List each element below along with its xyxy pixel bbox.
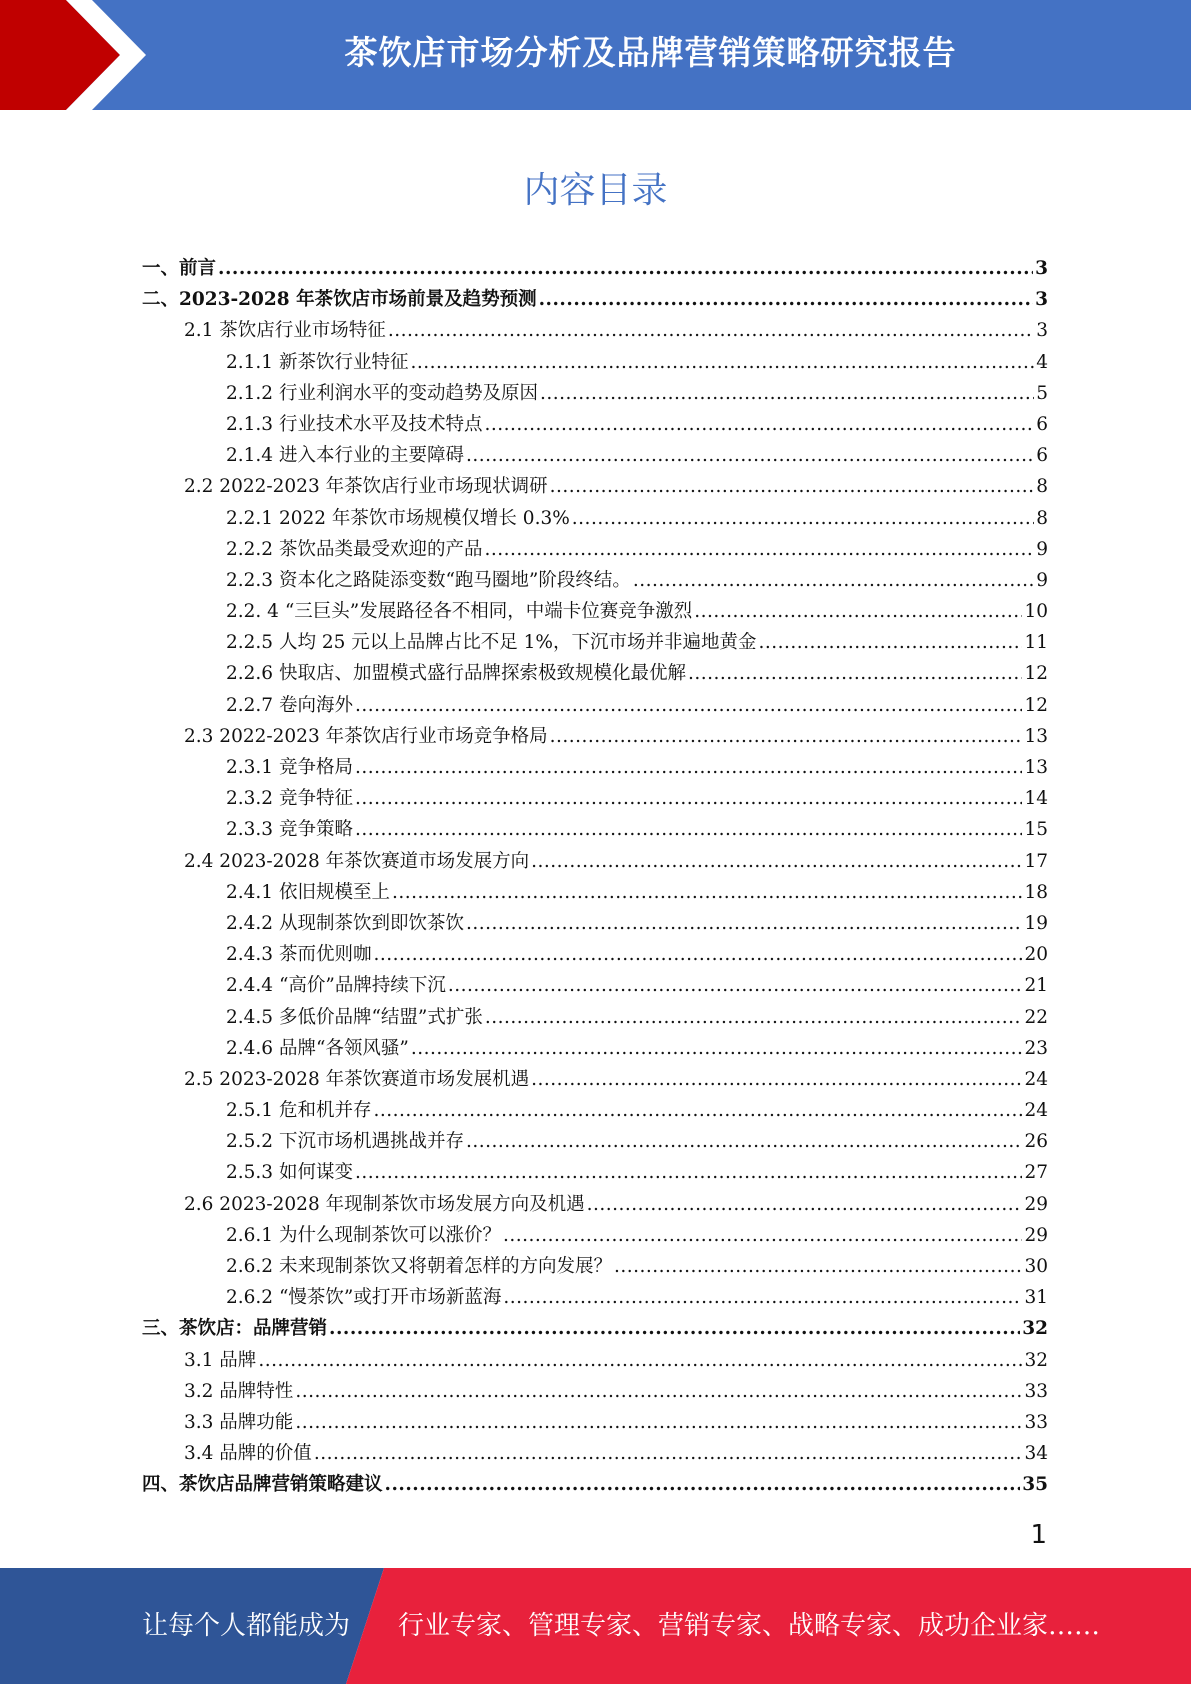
toc-entry[interactable]: [142, 535, 1048, 566]
toc-entry-label: 2.2.1 2022 年茶饮市场规模仅增长 0.3%: [226, 507, 570, 529]
toc-entry-page: 29: [1024, 1193, 1048, 1215]
toc-entry-label: 2.1.3 行业技术水平及技术特点: [226, 413, 483, 435]
toc-dot-leader: [218, 258, 1033, 279]
toc-entry[interactable]: [142, 784, 1048, 815]
toc-entry-label: 2.4.2 从现制茶饮到即饮茶饮: [226, 912, 464, 934]
toc-dot-leader: [484, 414, 1034, 435]
toc-entry[interactable]: [142, 1003, 1048, 1034]
toc-dot-leader: [688, 663, 1022, 684]
toc-entry[interactable]: [142, 847, 1048, 878]
footer-slogan-right: 行业专家、管理专家、营销专家、战略专家、成功企业家……: [398, 1611, 1101, 1641]
table-of-contents: [142, 254, 1048, 1502]
toc-dot-leader: [388, 320, 1034, 341]
toc-dot-leader: [466, 913, 1022, 934]
toc-entry-label: 2.6.2 “慢茶饮”或打开市场新蓝海: [226, 1287, 502, 1309]
toc-dot-leader: [633, 570, 1034, 591]
toc-entry-page: 5: [1036, 382, 1048, 404]
toc-entry-page: 8: [1036, 507, 1048, 529]
toc-entry-page: 13: [1024, 757, 1048, 778]
toc-entry[interactable]: [142, 441, 1048, 472]
toc-entry-page: 9: [1036, 538, 1048, 560]
toc-entry[interactable]: [142, 1439, 1048, 1470]
toc-entry-label: 2.5.3 如何谋变: [226, 1162, 353, 1184]
toc-entry-label: 2.4.1 依旧规模至上: [226, 881, 390, 903]
footer-banner: [0, 1568, 1191, 1684]
toc-entry-page: 35: [1022, 1474, 1048, 1496]
toc-entry-page: 12: [1024, 694, 1048, 716]
toc-entry-label: 2.1 茶饮店行业市场特征: [184, 320, 386, 342]
toc-entry[interactable]: [142, 1190, 1048, 1221]
toc-dot-leader: [503, 1225, 1022, 1246]
toc-entry-page: 6: [1036, 413, 1048, 435]
toc-dot-leader: [484, 539, 1034, 560]
toc-entry-page: 18: [1024, 881, 1048, 903]
toc-dot-leader: [485, 1007, 1023, 1028]
toc-dot-leader: [355, 1162, 1023, 1183]
toc-entry-label: 2.3 2022-2023 年茶饮店行业市场竞争格局: [184, 725, 548, 747]
toc-entry-label: 2.2 2022-2023 年茶饮店行业市场现状调研: [184, 476, 548, 498]
toc-entry[interactable]: [142, 628, 1048, 659]
toc-entry[interactable]: [142, 753, 1048, 784]
toc-entry[interactable]: [142, 659, 1048, 690]
toc-entry-label: 2.3.2 竞争特征: [226, 788, 353, 810]
toc-dot-leader: [550, 476, 1035, 497]
toc-dot-leader: [329, 1318, 1020, 1339]
toc-dot-leader: [539, 289, 1034, 310]
toc-entry-label: 2.6 2023-2028 年现制茶饮市场发展方向及机遇: [184, 1193, 585, 1215]
toc-entry-label: 2.5 2023-2028 年茶饮赛道市场发展机遇: [184, 1068, 530, 1090]
toc-entry[interactable]: [142, 1283, 1048, 1314]
toc-entry-label: 2.2.6 快取店、加盟模式盛行品牌探索极致规模化最优解: [226, 663, 686, 685]
toc-dot-leader: [587, 1194, 1023, 1215]
toc-dot-leader: [531, 851, 1022, 872]
toc-entry[interactable]: [142, 348, 1048, 379]
toc-dot-leader: [385, 1474, 1021, 1495]
toc-entry-page: 10: [1024, 601, 1048, 623]
toc-dot-leader: [295, 1381, 1022, 1402]
toc-entry-page: 15: [1024, 819, 1048, 841]
toc-entry-page: 11: [1024, 632, 1048, 654]
toc-entry-label: 三、茶饮店：品牌营销: [142, 1318, 328, 1340]
toc-entry-label: 2.1.1 新茶饮行业特征: [226, 351, 409, 373]
toc-entry-page: 14: [1024, 788, 1048, 810]
toc-dot-leader: [448, 975, 1023, 996]
toc-dot-leader: [550, 726, 1023, 747]
toc-dot-leader: [355, 788, 1023, 809]
toc-dot-leader: [540, 383, 1034, 404]
toc-entry-label: 3.4 品牌的价值: [184, 1443, 312, 1465]
toc-entry-label: 2.1.2 行业利润水平的变动趋势及原因: [226, 382, 538, 404]
toc-entry-label: 四、茶饮店品牌营销策略建议: [142, 1474, 383, 1496]
toc-entry[interactable]: [142, 1346, 1048, 1377]
toc-entry-page: 19: [1024, 912, 1048, 934]
toc-entry-page: 22: [1024, 1006, 1048, 1028]
toc-entry-label: 3.2 品牌特性: [184, 1380, 294, 1402]
toc-entry-page: 31: [1024, 1287, 1048, 1309]
toc-entry-label: 2.3.1 竞争格局: [226, 757, 353, 778]
toc-entry-label: 2.4.6 品牌“各领风骚”: [226, 1037, 409, 1059]
toc-dot-leader: [694, 601, 1022, 622]
toc-entry[interactable]: [142, 597, 1048, 628]
toc-entry-page: 12: [1024, 663, 1048, 685]
toc-entry-page: 21: [1024, 975, 1048, 997]
toc-entry-page: 34: [1024, 1443, 1048, 1465]
footer-slogan-left: 让每个人都能成为: [142, 1611, 351, 1641]
toc-dot-leader: [392, 882, 1022, 903]
toc-dot-leader: [572, 508, 1034, 529]
toc-entry[interactable]: [142, 1096, 1048, 1127]
toc-entry[interactable]: [142, 815, 1048, 846]
toc-entry-label: 2.2.7 卷向海外: [226, 694, 353, 716]
toc-entry-page: 8: [1036, 476, 1048, 498]
toc-dot-leader: [531, 1069, 1022, 1090]
toc-entry[interactable]: [142, 1377, 1048, 1408]
toc-entry[interactable]: [142, 410, 1048, 441]
header-banner: [0, 0, 1191, 110]
toc-entry-label: 3.3 品牌功能: [184, 1411, 294, 1433]
toc-entry-label: 2.2. 4 “三巨头”发展路径各不相同，中端卡位赛竞争激烈: [226, 601, 693, 623]
toc-entry-label: 2.4 2023-2028 年茶饮赛道市场发展方向: [184, 850, 530, 872]
toc-entry[interactable]: [142, 1065, 1048, 1096]
toc-entry[interactable]: [142, 1034, 1048, 1065]
toc-entry[interactable]: [142, 1408, 1048, 1439]
toc-entry-page: 3: [1036, 320, 1048, 342]
toc-entry-label: 2.6.1 为什么现制茶饮可以涨价？: [226, 1224, 501, 1246]
toc-entry-label: 2.4.3 茶而优则咖: [226, 944, 372, 966]
toc-entry-page: 29: [1024, 1224, 1048, 1246]
toc-entry[interactable]: [142, 940, 1048, 971]
toc-entry[interactable]: [142, 379, 1048, 410]
toc-entry-label: 2.1.4 进入本行业的主要障碍: [226, 445, 464, 467]
toc-entry-label: 3.1 品牌: [184, 1349, 257, 1371]
toc-entry-label: 2.5.1 危和机并存: [226, 1100, 372, 1122]
toc-entry[interactable]: [142, 504, 1048, 535]
toc-entry-page: 3: [1035, 289, 1048, 311]
toc-dot-leader: [411, 1038, 1023, 1059]
toc-entry[interactable]: [142, 254, 1048, 285]
toc-heading: 内容目录: [523, 170, 668, 211]
toc-dot-leader: [410, 352, 1034, 373]
toc-entry-page: 9: [1036, 569, 1048, 591]
toc-entry-page: 24: [1024, 1068, 1048, 1090]
toc-entry[interactable]: [142, 1470, 1048, 1501]
toc-dot-leader: [355, 819, 1023, 840]
report-title: 茶饮店市场分析及品牌营销策略研究报告: [344, 33, 957, 72]
toc-entry-page: 26: [1024, 1131, 1048, 1153]
toc-entry[interactable]: [142, 285, 1048, 316]
toc-entry[interactable]: [142, 472, 1048, 503]
toc-entry-page: 32: [1024, 1349, 1048, 1371]
toc-dot-leader: [314, 1443, 1023, 1464]
toc-entry-page: 23: [1024, 1037, 1048, 1059]
toc-entry[interactable]: [142, 878, 1048, 909]
toc-entry[interactable]: [142, 691, 1048, 722]
toc-entry[interactable]: [142, 722, 1048, 753]
toc-dot-leader: [373, 1100, 1022, 1121]
toc-entry-label: 2.2.3 资本化之路陡添变数“跑马圈地”阶段终结。: [226, 569, 631, 591]
toc-dot-leader: [466, 1131, 1022, 1152]
toc-entry-label: 一、前言: [142, 258, 217, 279]
toc-entry-page: 6: [1036, 445, 1048, 467]
toc-entry-page: 27: [1024, 1162, 1048, 1184]
toc-entry-page: 32: [1022, 1318, 1048, 1340]
toc-dot-leader: [373, 944, 1022, 965]
toc-entry-page: 4: [1036, 351, 1048, 373]
toc-entry-page: 3: [1035, 258, 1048, 279]
toc-entry-label: 2.4.4 “高价”品牌持续下沉: [226, 975, 446, 997]
toc-entry-label: 2.3.3 竞争策略: [226, 819, 353, 841]
toc-entry[interactable]: [142, 1127, 1048, 1158]
toc-dot-leader: [355, 695, 1023, 716]
toc-entry[interactable]: [142, 971, 1048, 1002]
toc-entry[interactable]: [142, 316, 1048, 347]
toc-entry[interactable]: [142, 1314, 1048, 1345]
toc-dot-leader: [466, 445, 1034, 466]
toc-entry-label: 2.2.2 茶饮品类最受欢迎的产品: [226, 538, 483, 560]
toc-entry[interactable]: [142, 1158, 1048, 1189]
toc-entry-page: 24: [1024, 1100, 1048, 1122]
toc-entry-page: 13: [1024, 725, 1048, 747]
toc-entry-label: 二、2023-2028 年茶饮店市场前景及趋势预测: [142, 289, 537, 311]
page-number: 1: [1030, 1520, 1047, 1550]
toc-dot-leader: [614, 1256, 1022, 1277]
toc-dot-leader: [295, 1412, 1022, 1433]
toc-entry-label: 2.2.5 人均 25 元以上品牌占比不足 1%，下沉市场并非遍地黄金: [226, 632, 757, 654]
toc-entry-page: 33: [1024, 1411, 1048, 1433]
toc-entry[interactable]: [142, 1221, 1048, 1252]
toc-entry-page: 30: [1024, 1256, 1048, 1277]
toc-entry-label: 2.6.2 未来现制茶饮又将朝着怎样的方向发展？: [226, 1256, 612, 1277]
toc-entry[interactable]: [142, 566, 1048, 597]
toc-entry[interactable]: [142, 909, 1048, 940]
toc-dot-leader: [258, 1350, 1022, 1371]
toc-entry[interactable]: [142, 1252, 1048, 1283]
toc-dot-leader: [355, 757, 1023, 778]
toc-entry-label: 2.4.5 多低价品牌“结盟”式扩张: [226, 1006, 483, 1028]
toc-entry-label: 2.5.2 下沉市场机遇挑战并存: [226, 1131, 464, 1153]
toc-entry-page: 17: [1024, 850, 1048, 872]
toc-entry-page: 33: [1024, 1380, 1048, 1402]
toc-entry-page: 20: [1024, 944, 1048, 966]
toc-dot-leader: [503, 1287, 1022, 1308]
toc-dot-leader: [759, 632, 1023, 653]
